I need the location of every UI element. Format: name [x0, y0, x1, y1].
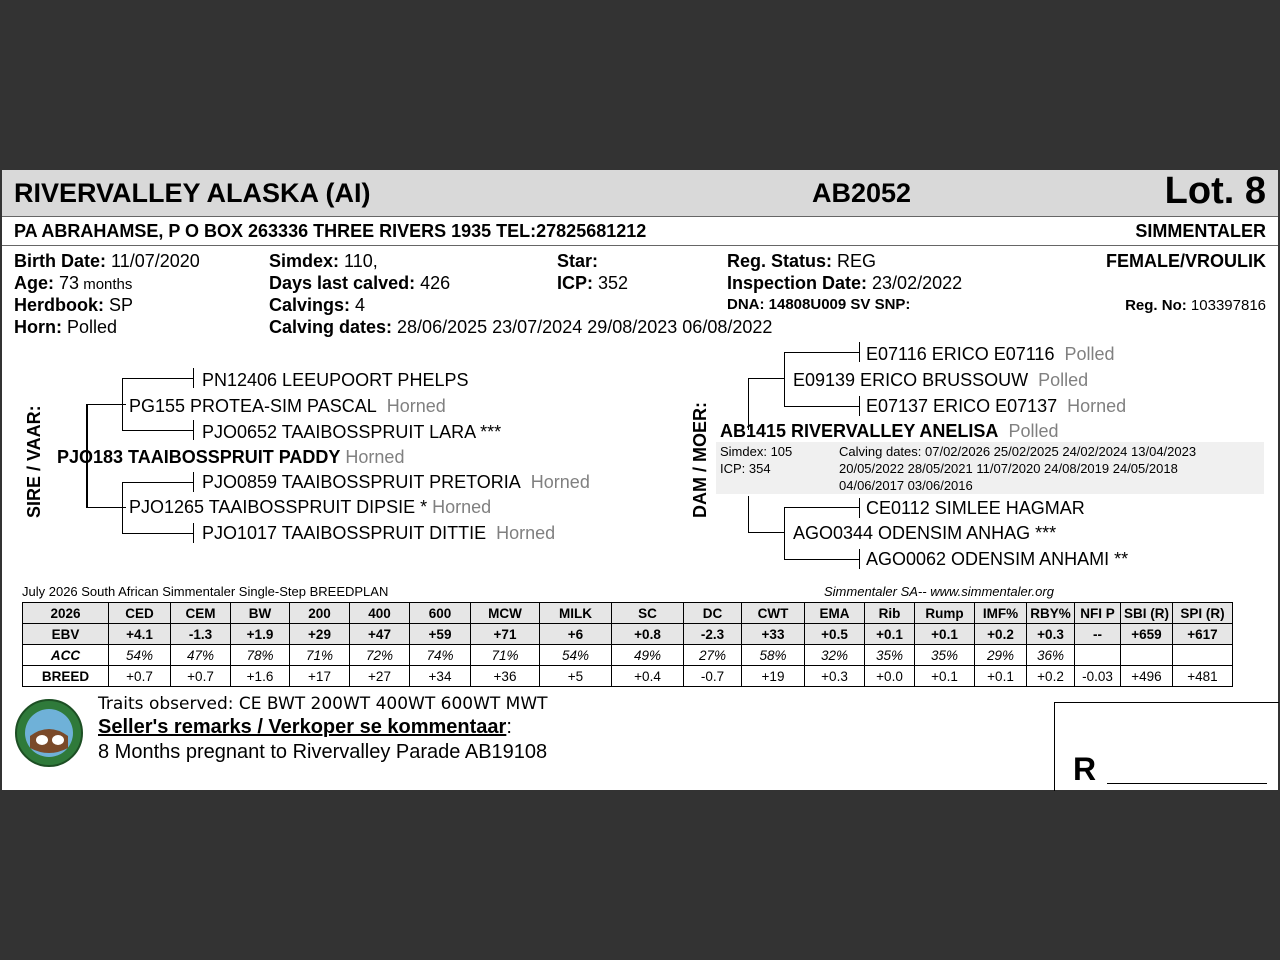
simdex: Simdex: 110,	[269, 251, 378, 271]
acc-cell: 71%	[290, 645, 350, 666]
ebv-header-cell: CEM	[171, 603, 231, 624]
dam-sire-dam: E07137 ERICO E07137 Horned	[866, 396, 1127, 416]
days-last-calved: Days last calved: 426	[269, 273, 451, 293]
breed-cell: +0.3	[805, 666, 865, 687]
ebv-cell: +33	[742, 624, 805, 645]
signature-line[interactable]	[1107, 783, 1267, 784]
sire-sire-dam: PJO0652 TAAIBOSSPRUIT LARA ***	[202, 422, 502, 442]
dam-side-label: DAM / MOER:	[690, 402, 710, 518]
owner-bar	[2, 217, 1278, 246]
breed-name: SIMMENTALER	[1135, 221, 1266, 241]
ebv-header-cell: BW	[231, 603, 290, 624]
ss-bracket-bottom	[122, 430, 194, 431]
acc-cell: ACC	[23, 645, 109, 666]
acc-cell: 72%	[350, 645, 410, 666]
ebv-row	[23, 624, 1233, 645]
ebv-header-cell: CWT	[742, 603, 805, 624]
breed-cell: +27	[350, 666, 410, 687]
acc-cell: 54%	[540, 645, 612, 666]
breed-row	[23, 666, 1233, 687]
acc-cell	[1173, 645, 1233, 666]
ebv-cell: +0.1	[865, 624, 915, 645]
acc-cell: 78%	[231, 645, 290, 666]
breed-cell: +0.2	[1027, 666, 1075, 687]
dam-dam-sire: CE0112 SIMLEE HAGMAR	[866, 498, 1085, 518]
sire-bracket-bottom	[86, 507, 126, 508]
ebv-cell: +1.9	[231, 624, 290, 645]
ebv-cell: +0.1	[915, 624, 975, 645]
dam-dam: AGO0344 ODENSIM ANHAG ***	[793, 523, 1057, 543]
ebv-header-cell: 600	[410, 603, 471, 624]
dd-bracket	[784, 507, 785, 559]
reg-no: Reg. No: 103397816	[1125, 297, 1266, 314]
ds-bracket-bottom	[784, 406, 860, 407]
ddd-tick	[859, 549, 860, 569]
breed-cell: +34	[410, 666, 471, 687]
ebv-cell: +0.2	[975, 624, 1027, 645]
dam-bottom-bracket	[748, 496, 749, 532]
sdd-tick	[193, 523, 194, 543]
acc-cell: 35%	[865, 645, 915, 666]
acc-cell: 71%	[471, 645, 540, 666]
breed-cell: +0.4	[612, 666, 684, 687]
ebv-cell: -2.3	[684, 624, 742, 645]
dam-simdex: Simdex: 105	[720, 444, 793, 459]
ss-bracket-top	[122, 378, 194, 379]
dam-sire-sire: E07116 ERICO E07116 Polled	[866, 344, 1115, 364]
sire-sire: PG155 PROTEA-SIM PASCAL Horned	[129, 396, 446, 416]
dam-calving-dates-3: 04/06/2017 03/06/2016	[839, 478, 973, 493]
breed-cell: +17	[290, 666, 350, 687]
dam-sire: E09139 ERICO BRUSSOUW Polled	[793, 370, 1089, 390]
age: Age: 73 months	[14, 273, 133, 293]
breed-cell: +496	[1121, 666, 1173, 687]
ebv-cell: +4.1	[109, 624, 171, 645]
calving-dates: Calving dates: 28/06/2025 23/07/2024 29/08/2023 06/08/2022	[269, 317, 773, 337]
ss-bracket	[122, 378, 123, 430]
logo-graphic	[14, 698, 84, 768]
ebv-header-cell: NFI P	[1075, 603, 1121, 624]
sire-dam-dam: PJO1017 TAAIBOSSPRUIT DITTIE Horned	[202, 523, 556, 543]
acc-cell: 54%	[109, 645, 171, 666]
ebv-cell: +29	[290, 624, 350, 645]
lot-number: Lot. 8	[1164, 170, 1266, 212]
ebv-header-cell: CED	[109, 603, 171, 624]
dam-icp: ICP: 354	[720, 461, 771, 476]
dam-calving-dates-2: 20/05/2022 28/05/2021 11/07/2020 24/08/2019 24/05/2018	[839, 461, 1178, 476]
sd-bracket	[122, 482, 123, 534]
icp: ICP: 352	[557, 273, 629, 293]
dam: AB1415 RIVERVALLEY ANELISA Polled	[720, 421, 1059, 441]
ebv-cell: -1.3	[171, 624, 231, 645]
sire-dam: PJO1265 TAAIBOSSPRUIT DIPSIE * Horned	[129, 497, 492, 517]
ebv-header-cell: SPI (R)	[1173, 603, 1233, 624]
acc-cell: 47%	[171, 645, 231, 666]
sire-side-label: SIRE / VAAR:	[24, 405, 44, 518]
ebv-cell: --	[1075, 624, 1121, 645]
herdbook: Herdbook: SP	[14, 295, 134, 315]
breed-cell: +36	[471, 666, 540, 687]
dam-dam-dam: AGO0062 ODENSIM ANHAMI **	[866, 549, 1129, 569]
sd-bracket-bottom	[122, 533, 194, 534]
breed-cell: +19	[742, 666, 805, 687]
acc-cell: 29%	[975, 645, 1027, 666]
traits-observed: Traits observed: CE BWT 200WT 400WT 600WT MWT	[98, 694, 548, 714]
breed-cell: +0.0	[865, 666, 915, 687]
acc-cell	[1121, 645, 1173, 666]
sire-dam-sire: PJO0859 TAAIBOSSPRUIT PRETORIA Horned	[202, 472, 590, 492]
ssd-tick	[193, 420, 194, 440]
sire: PJO183 TAAIBOSSPRUIT PADDY Horned	[57, 447, 405, 467]
simmentaler-logo	[14, 698, 84, 768]
acc-cell: 32%	[805, 645, 865, 666]
star: Star:	[557, 251, 599, 271]
dd-bracket-top	[784, 507, 860, 508]
ebv-cell: EBV	[23, 624, 109, 645]
remarks-text: 8 Months pregnant to Rivervalley Parade AB19108	[98, 741, 548, 763]
breedplan-source: Simmentaler SA-- www.simmentaler.org	[824, 584, 1054, 599]
ebv-header-cell: SC	[612, 603, 684, 624]
breed-cell: -0.7	[684, 666, 742, 687]
breedplan-title: July 2026 South African Simmentaler Single-Step BREEDPLAN	[22, 584, 389, 599]
horn: Horn: Polled	[14, 317, 118, 337]
acc-cell: 74%	[410, 645, 471, 666]
birth-date: Birth Date: 11/07/2020	[14, 251, 200, 271]
ebv-cell: +0.5	[805, 624, 865, 645]
acc-cell: 36%	[1027, 645, 1075, 666]
ds-bracket-top	[784, 352, 860, 353]
ebv-cell: +47	[350, 624, 410, 645]
sd-bracket-top	[122, 482, 194, 483]
calvings: Calvings: 4	[269, 295, 366, 315]
dds-tick	[859, 498, 860, 518]
breed-cell: BREED	[23, 666, 109, 687]
owner-address: PA ABRAHAMSE, P O BOX 263336 THREE RIVERS 1935 TEL:27825681212	[14, 221, 647, 241]
dd-bracket-bottom	[784, 559, 860, 560]
ebv-table	[22, 602, 1233, 687]
ds-bracket	[784, 352, 785, 406]
acc-cell: 49%	[612, 645, 684, 666]
acc-cell: 35%	[915, 645, 975, 666]
ebv-header-cell: EMA	[805, 603, 865, 624]
ebv-header-cell: 2026	[23, 603, 109, 624]
sire-sire-sire: PN12406 LEEUPOORT PHELPS	[202, 370, 469, 390]
remarks-heading: Seller's remarks / Verkoper se kommentaar:	[98, 716, 512, 738]
ebv-header-cell: IMF%	[975, 603, 1027, 624]
ebv-cell: +659	[1121, 624, 1173, 645]
sire-bracket-top	[86, 404, 126, 405]
breed-cell: +0.1	[915, 666, 975, 687]
breed-cell: +0.7	[109, 666, 171, 687]
dam-bottom-bracket-bottom	[748, 532, 784, 533]
breed-cell: +481	[1173, 666, 1233, 687]
breed-cell: +0.1	[975, 666, 1027, 687]
breed-cell: +1.6	[231, 666, 290, 687]
sds-tick	[193, 472, 194, 492]
sex: FEMALE/VROULIK	[1106, 251, 1266, 271]
ebv-cell: +0.3	[1027, 624, 1075, 645]
acc-cell: 27%	[684, 645, 742, 666]
ebv-cell: +0.8	[612, 624, 684, 645]
ebv-header-cell: Rump	[915, 603, 975, 624]
ebv-header-row	[23, 603, 1233, 624]
breed-cell: +5	[540, 666, 612, 687]
acc-row	[23, 645, 1233, 666]
ebv-cell: +71	[471, 624, 540, 645]
breed-cell: +0.7	[171, 666, 231, 687]
ebv-header-cell: DC	[684, 603, 742, 624]
sss-tick	[193, 368, 194, 388]
ebv-header-cell: MCW	[471, 603, 540, 624]
signature-box	[1054, 702, 1279, 791]
breed-cell: -0.03	[1075, 666, 1121, 687]
ebv-cell: +6	[540, 624, 612, 645]
ebv-header-cell: Rib	[865, 603, 915, 624]
lot-card	[2, 170, 1278, 790]
acc-cell	[1075, 645, 1121, 666]
ebv-header-cell: RBY%	[1027, 603, 1075, 624]
acc-cell: 58%	[742, 645, 805, 666]
dsd-tick	[859, 396, 860, 416]
dna: DNA: 14808U009 SV SNP:	[727, 296, 911, 313]
dss-tick	[859, 342, 860, 362]
animal-name: RIVERVALLEY ALASKA (AI)	[14, 178, 371, 208]
signature-letter: R	[1073, 751, 1097, 787]
ebv-cell: +617	[1173, 624, 1233, 645]
inspection-date: Inspection Date: 23/02/2022	[727, 273, 963, 293]
reg-status: Reg. Status: REG	[727, 251, 877, 271]
dam-calving-dates-1: Calving dates: 07/02/2026 25/02/2025 24/02/2024 13/04/2023	[839, 444, 1197, 459]
ebv-header-cell: MILK	[540, 603, 612, 624]
ebv-header-cell: 400	[350, 603, 410, 624]
animal-id: AB2052	[812, 178, 912, 208]
ebv-header-cell: 200	[290, 603, 350, 624]
header-bar	[2, 170, 1278, 217]
ebv-cell: +59	[410, 624, 471, 645]
dam-top-bracket-top	[748, 378, 784, 379]
ebv-header-cell: SBI (R)	[1121, 603, 1173, 624]
